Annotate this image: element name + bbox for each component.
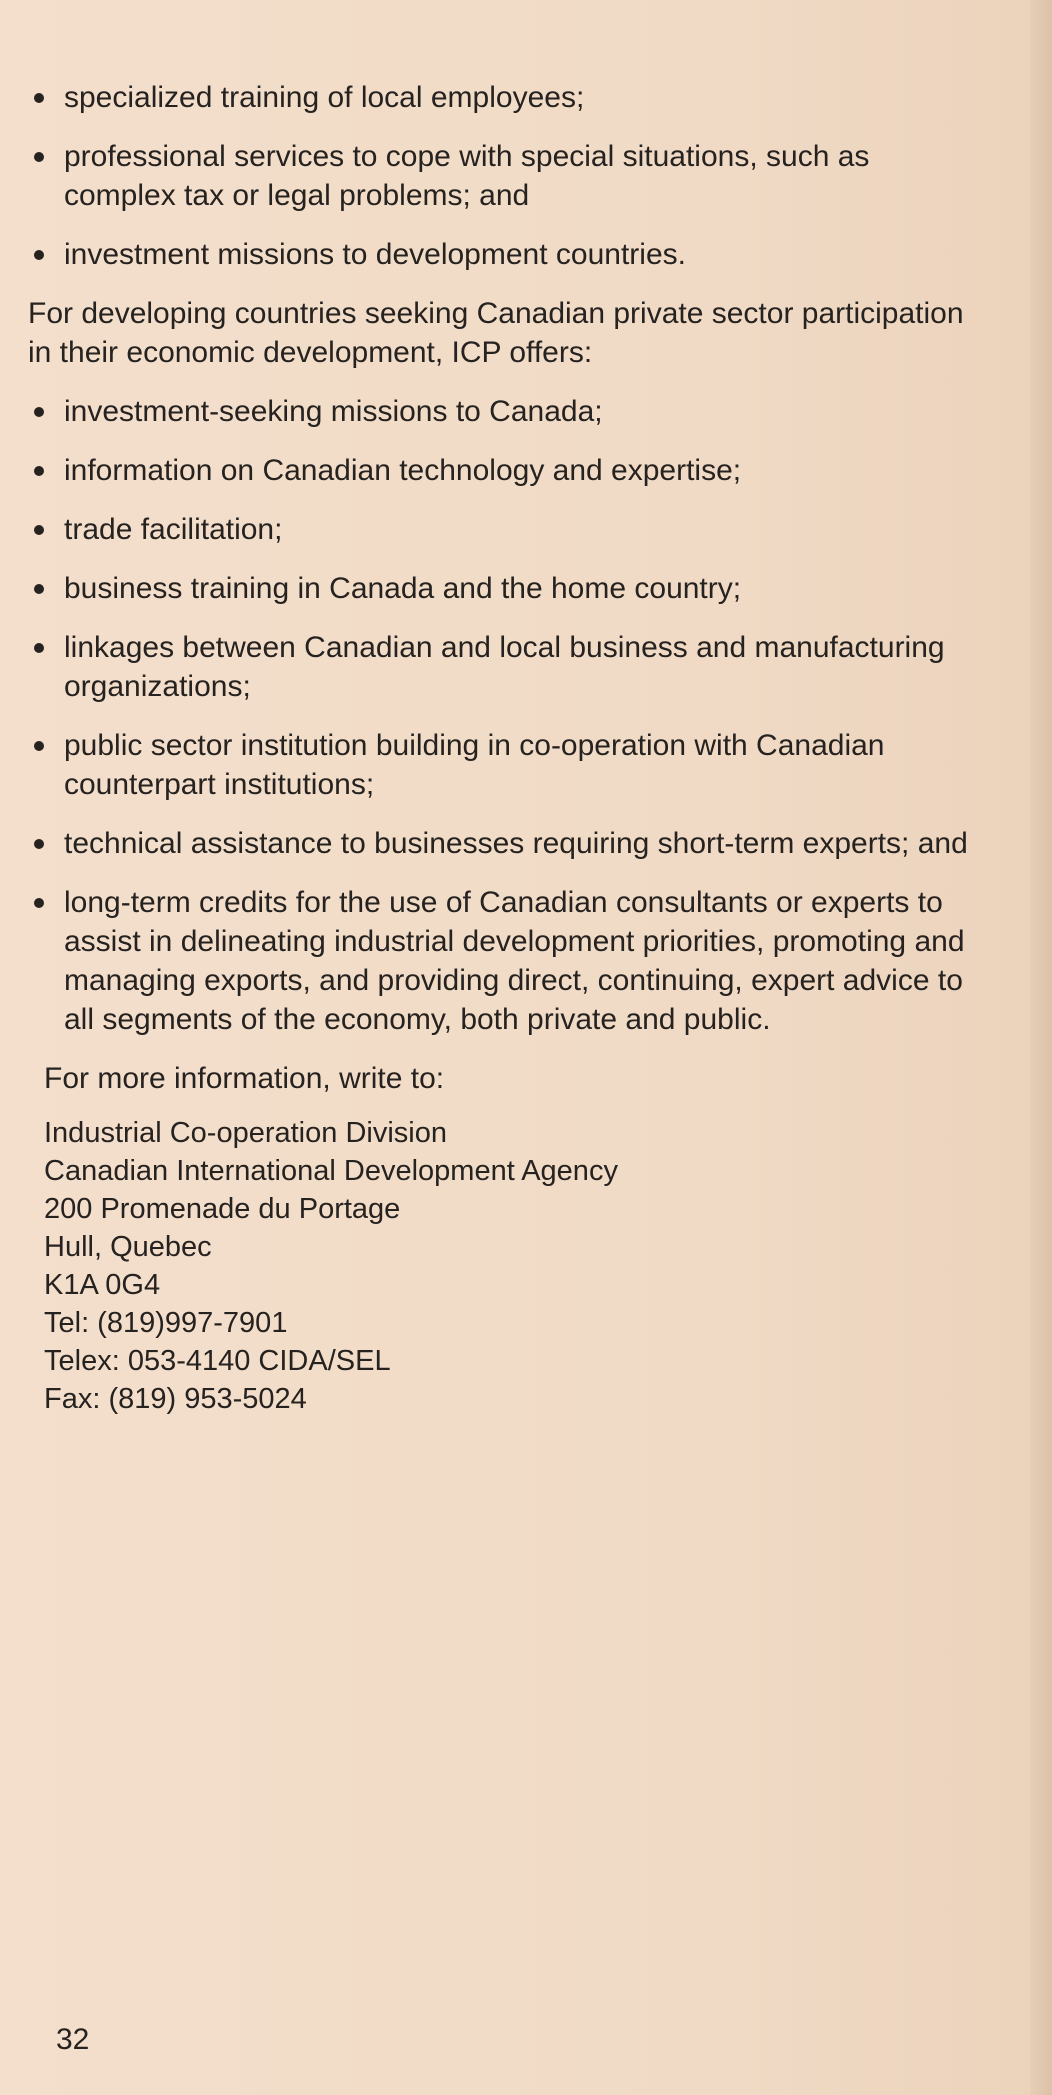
bullet-list-offers — [28, 392, 988, 1039]
list-item — [28, 510, 988, 549]
list-item-text: professional services to cope with special situations, such as complex tax or legal problems; and — [64, 140, 870, 212]
bullet-icon — [34, 643, 44, 653]
page-edge — [1030, 0, 1052, 2095]
list-item — [28, 392, 988, 431]
more-info-heading: For more information, write to: — [44, 1062, 445, 1095]
address-line: Tel: (819)997-7901 — [44, 1307, 288, 1339]
address-line: Hull, Quebec — [44, 1231, 212, 1263]
bullet-icon — [34, 152, 44, 162]
list-item — [28, 235, 988, 274]
bullet-icon — [34, 741, 44, 751]
address-line: Fax: (819) 953-5024 — [44, 1383, 307, 1415]
list-item-text: information on Canadian technology and expertise; — [64, 454, 742, 487]
address-line: Telex: 053-4140 CIDA/SEL — [44, 1345, 391, 1377]
list-item — [28, 726, 988, 804]
list-item-text: specialized training of local employees; — [64, 81, 585, 114]
list-item-text: linkages between Canadian and local business and manufacturing organizations; — [64, 631, 945, 703]
bullet-icon — [34, 584, 44, 594]
bullet-icon — [34, 466, 44, 476]
address-line: 200 Promenade du Portage — [44, 1193, 401, 1225]
list-item-text: business training in Canada and the home country; — [64, 572, 742, 605]
address-line: Canadian International Development Agency — [44, 1155, 618, 1187]
list-item — [28, 824, 988, 863]
list-item — [28, 569, 988, 608]
list-item — [28, 78, 988, 117]
bullet-icon — [34, 250, 44, 260]
list-item-text: trade facilitation; — [64, 513, 283, 546]
address-line: K1A 0G4 — [44, 1269, 161, 1301]
list-item-text: investment missions to development countries. — [64, 238, 686, 271]
list-item-text: public sector institution building in co-operation with Canadian counterpart institutions; — [64, 729, 885, 801]
bullet-icon — [34, 407, 44, 417]
bullet-icon — [34, 93, 44, 103]
list-item-text: technical assistance to businesses requiring short-term experts; and — [64, 827, 968, 860]
intro-paragraph: For developing countries seeking Canadian private sector participation in their economic development, ICP offers: — [28, 297, 964, 369]
list-item — [28, 137, 988, 215]
list-item-text: long-term credits for the use of Canadian consultants or experts to assist in delineating industrial development priorities, promoting and managing exports, and providing direct, continuing, expert advice to all segments of the economy, both private and public. — [64, 886, 965, 1036]
bullet-icon — [34, 839, 44, 849]
page-number: 32 — [56, 2023, 90, 2056]
list-item — [28, 628, 988, 706]
bullet-icon — [34, 525, 44, 535]
contact-address — [44, 1114, 988, 1418]
bullet-list-top — [28, 78, 988, 274]
list-item-text: investment-seeking missions to Canada; — [64, 395, 603, 428]
address-line: Industrial Co-operation Division — [44, 1117, 447, 1149]
page-content — [28, 78, 988, 1418]
list-item — [28, 883, 988, 1039]
list-item — [28, 451, 988, 490]
bullet-icon — [34, 898, 44, 908]
